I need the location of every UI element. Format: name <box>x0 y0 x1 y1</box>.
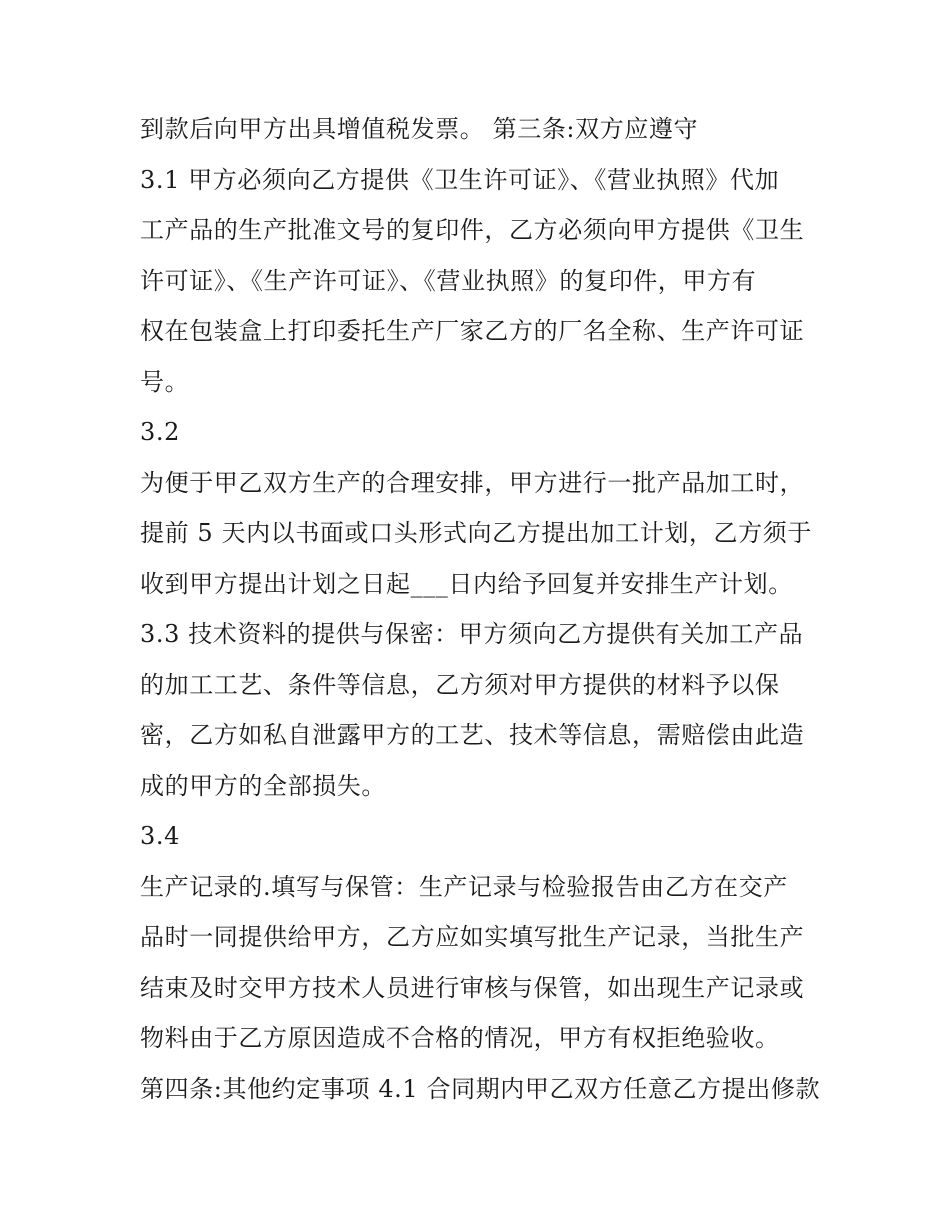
text-line: 号。 <box>140 367 190 396</box>
text-line: 3.1 甲方必须向乙方提供《卫生许可证》、《营业执照》代加 <box>140 165 780 194</box>
text-line: 为便于甲乙双方生产的合理安排，甲方进行一批产品加工时， <box>140 468 805 497</box>
text-line: 物料由于乙方原因造成不合格的情况，甲方有权拒绝验收。 <box>140 1024 780 1052</box>
text-line: 3.3 技术资料的提供与保密：甲方须向乙方提供有关加工产品 <box>140 620 804 648</box>
text-line: 工产品的生产批准文号的复印件，乙方必须向甲方提供《卫生 <box>140 216 805 244</box>
text-line: 第四条:其他约定事项 4.1 合同期内甲乙双方任意乙方提出修款 <box>140 1074 821 1103</box>
text-line: 密，乙方如私自泄露甲方的工艺、技术等信息，需赔偿由此造 <box>140 721 805 749</box>
document-body <box>140 104 820 1114</box>
text-line: 品时一同提供给甲方，乙方应如实填写批生产记录，当批生产 <box>140 923 805 951</box>
text-line: 成的甲方的全部损失。 <box>140 771 386 800</box>
text-line: 生产记录的.填写与保管：生产记录与检验报告由乙方在交产 <box>140 872 788 901</box>
text-line: 权在包装盒上打印委托生产厂家乙方的厂名全称、生产许可证 <box>140 317 805 345</box>
text-line: 收到甲方提出计划之日起___日内给予回复并安排生产计划。 <box>140 569 793 598</box>
text-line: 结束及时交甲方技术人员进行审核与保管，如出现生产记录或 <box>140 973 805 1002</box>
text-line: 3.2 <box>140 418 180 446</box>
text-line: 提前 5 天内以书面或口头形式向乙方提出加工计划，乙方须于 <box>140 519 812 547</box>
text-line: 许可证》、《生产许可证》、《营业执照》的复印件，甲方有 <box>140 266 757 295</box>
text-line: 到款后向甲方出具增值税发票。 第三条:双方应遵守 <box>140 115 699 143</box>
text-line: 的加工工艺、条件等信息，乙方须对甲方提供的材料予以保 <box>140 670 780 699</box>
text-line: 3.4 <box>140 822 180 850</box>
